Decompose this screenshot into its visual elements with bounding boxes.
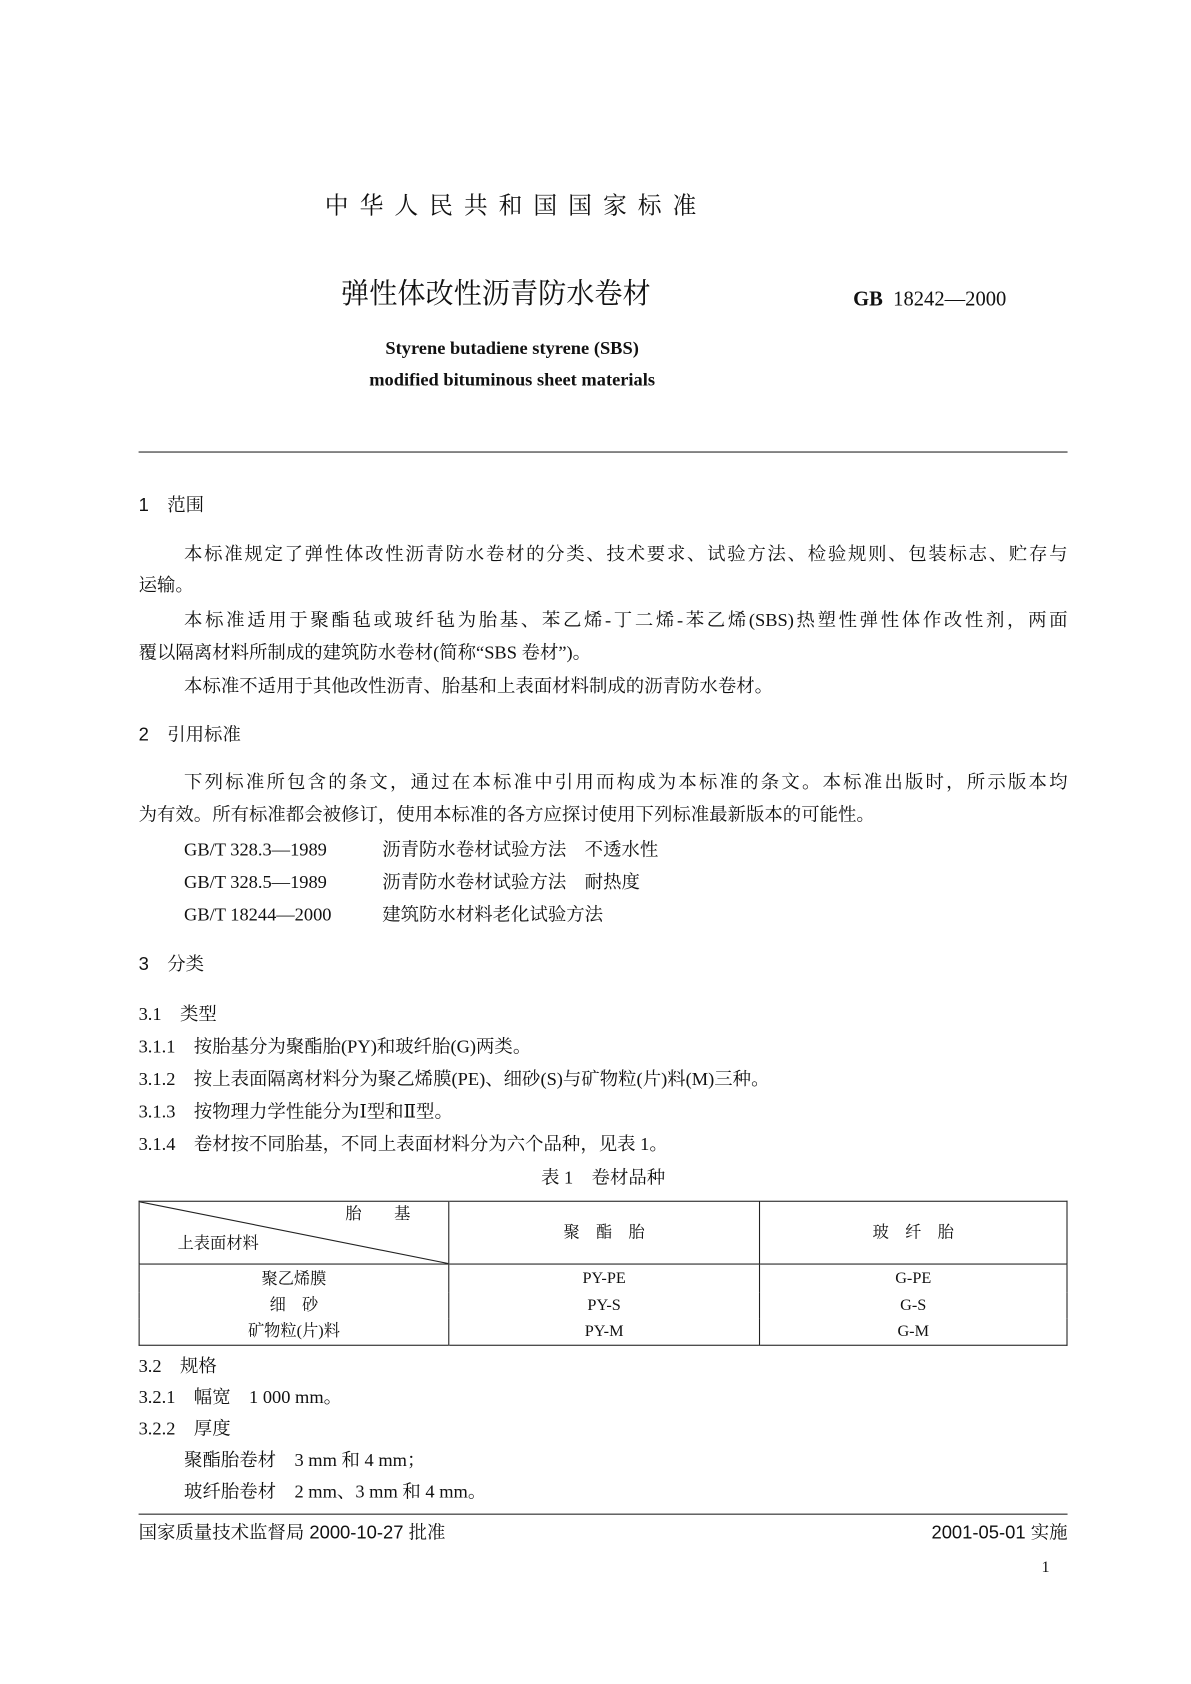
paragraph: 运输。 bbox=[138, 574, 194, 596]
approval-date: 国家质量技术监督局 2000-10-27 批准 bbox=[138, 1522, 446, 1543]
clause: 3.2.2 厚度 bbox=[138, 1418, 231, 1439]
paragraph: 本标准规定了弹性体改性沥青防水卷材的分类、技术要求、试验方法、检验规则、包装标志、贮存与 bbox=[184, 543, 1068, 565]
corner-top-label: 胎 基 bbox=[345, 1206, 411, 1224]
table-cell: PY-M bbox=[449, 1319, 760, 1346]
table-row bbox=[139, 1293, 1067, 1319]
effective-date: 2001-05-01 实施 bbox=[931, 1522, 1068, 1543]
clause: 3.1.4 卷材按不同胎基，不同上表面材料分为六个品种，见表 1。 bbox=[138, 1133, 668, 1155]
reference-code: GB/T 328.5—1989 bbox=[184, 871, 327, 893]
reference-code: GB/T 328.3—1989 bbox=[184, 839, 327, 860]
table-cell: G-S bbox=[760, 1293, 1067, 1319]
table-cell: G-M bbox=[760, 1319, 1067, 1346]
table-header-row bbox=[139, 1201, 1067, 1264]
table-cell: PY-PE bbox=[449, 1264, 760, 1293]
clause: 3.2 规格 bbox=[138, 1355, 217, 1377]
code-number: 18242—2000 bbox=[893, 287, 1007, 311]
corner-cell bbox=[139, 1201, 449, 1264]
reference-title: 沥青防水卷材试验方法 不透水性 bbox=[382, 839, 659, 860]
section-1-heading: 1 范围 bbox=[138, 494, 205, 516]
standard-code bbox=[853, 289, 1006, 311]
clause: 3.1.3 按物理力学性能分为Ⅰ型和Ⅱ型。 bbox=[138, 1101, 453, 1122]
column-header: 玻 纤 胎 bbox=[760, 1201, 1067, 1264]
table-row bbox=[139, 1319, 1067, 1346]
reference-title: 建筑防水材料老化试验方法 bbox=[382, 904, 604, 925]
header-divider bbox=[139, 451, 1068, 452]
page-number: 1 bbox=[1041, 1559, 1050, 1577]
clause: 3.1.2 按上表面隔离材料分为聚乙烯膜(PE)、细砂(S)与矿物粒(片)料(M)三种。 bbox=[138, 1068, 770, 1090]
reference-title: 沥青防水卷材试验方法 耐热度 bbox=[382, 871, 640, 893]
thickness-item: 玻纤胎卷材 2 mm、3 mm 和 4 mm。 bbox=[184, 1481, 487, 1502]
reference-code: GB/T 18244—2000 bbox=[184, 904, 332, 925]
column-header: 聚 酯 胎 bbox=[449, 1201, 760, 1264]
clause: 3.1.1 按胎基分为聚酯胎(PY)和玻纤胎(G)两类。 bbox=[138, 1036, 532, 1057]
varieties-table bbox=[139, 1201, 1068, 1346]
table-caption: 表 1 卷材品种 bbox=[540, 1167, 666, 1188]
clause: 3.2.1 幅宽 1 000 mm。 bbox=[138, 1386, 343, 1408]
code-prefix: GB bbox=[853, 287, 883, 311]
corner-bottom-label: 上表面材料 bbox=[177, 1235, 259, 1253]
paragraph: 本标准适用于聚酯毡或玻纤毡为胎基、苯乙烯-丁二烯-苯乙烯(SBS)热塑性弹性体作改性剂，两面 bbox=[184, 609, 1068, 631]
table-cell: 聚乙烯膜 bbox=[261, 1271, 327, 1289]
table-cell: 矿物粒(片)料 bbox=[247, 1323, 340, 1341]
title-cn: 弹性体改性沥青防水卷材 bbox=[341, 277, 651, 310]
footer-divider bbox=[139, 1514, 1068, 1515]
table-cell: 细 砂 bbox=[269, 1297, 319, 1315]
paragraph: 覆以隔离材料所制成的建筑防水卷材(简称“SBS 卷材”)。 bbox=[138, 642, 592, 663]
title-en-line2: modified bituminous sheet materials bbox=[369, 369, 656, 390]
table-row bbox=[139, 1264, 1067, 1293]
paragraph: 为有效。所有标准都会被修订，使用本标准的各方应探讨使用下列标准最新版本的可能性。 bbox=[138, 804, 875, 826]
paragraph: 下列标准所包含的条文，通过在本标准中引用而构成为本标准的条文。本标准出版时，所示版本均 bbox=[184, 771, 1068, 793]
paragraph: 本标准不适用于其他改性沥青、胎基和上表面材料制成的沥青防水卷材。 bbox=[184, 675, 774, 697]
table-cell: G-PE bbox=[760, 1264, 1067, 1293]
national-standard-label: 中 华 人 民 共 和 国 国 家 标 准 bbox=[324, 191, 699, 219]
clause: 3.1 类型 bbox=[138, 1003, 217, 1025]
section-2-heading: 2 引用标准 bbox=[138, 724, 241, 745]
table-cell: PY-S bbox=[449, 1293, 760, 1319]
section-3-heading: 3 分类 bbox=[138, 953, 205, 975]
thickness-item: 聚酯胎卷材 3 mm 和 4 mm； bbox=[184, 1449, 426, 1471]
title-en-line1: Styrene butadiene styrene (SBS) bbox=[385, 337, 639, 359]
